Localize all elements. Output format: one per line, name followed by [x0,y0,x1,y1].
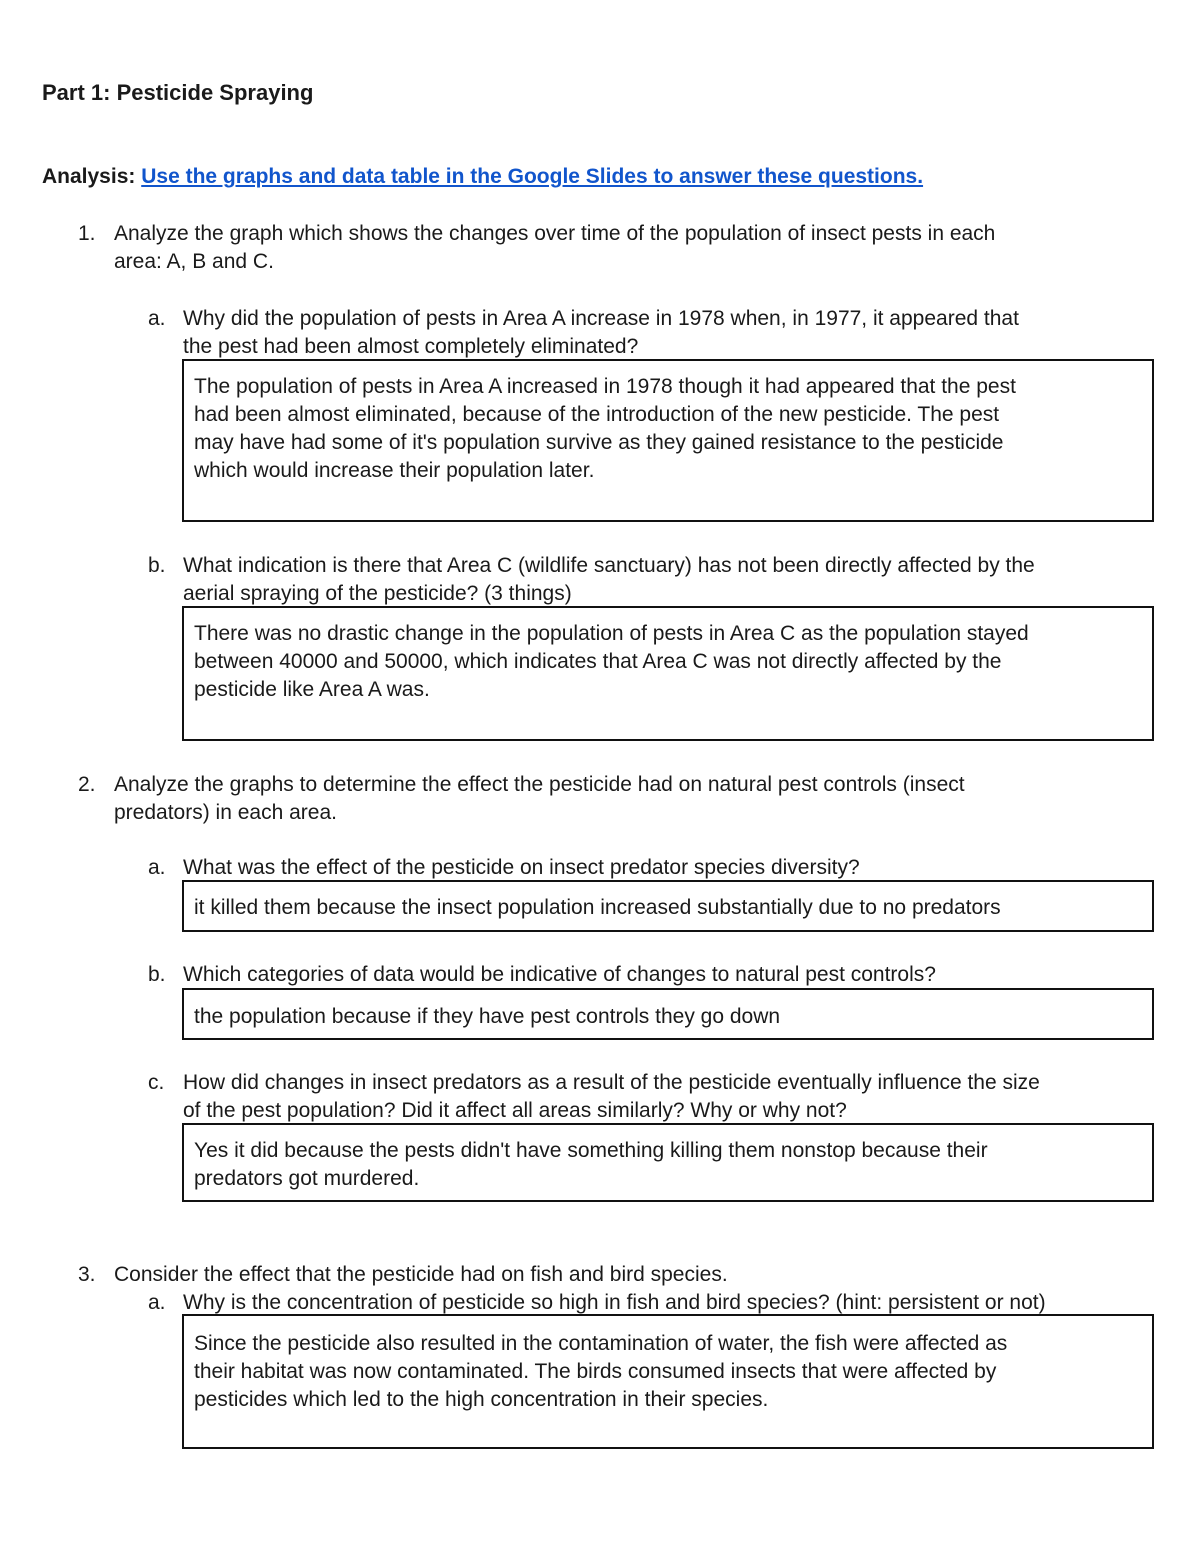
sub-question-letter: b. [148,554,166,577]
answer-line: it killed them because the insect population increased substantially due to no predators [194,896,1001,919]
answer-box-3a[interactable] [182,1314,1154,1449]
answer-box-2c[interactable] [182,1123,1154,1202]
answer-box-1a[interactable] [182,359,1154,522]
question-1 [78,220,1178,280]
sub-question-letter: a. [148,307,166,330]
answer-line: There was no drastic change in the population of pests in Area C as the population stayed [194,622,1029,645]
page-title: Part 1: Pesticide Spraying [42,80,314,105]
question-number: 1. [78,222,96,245]
sub-question-letter: a. [148,856,166,879]
question-text-line: Analyze the graph which shows the changes over time of the population of insect pests in each [114,222,996,245]
sub-question-text-line: What indication is there that Area C (wildlife sanctuary) has not been directly affected by the [183,554,1035,577]
answer-line: between 40000 and 50000, which indicates that Area C was not directly affected by the [194,650,1002,673]
answer-line: may have had some of it's population survive as they gained resistance to the pesticide [194,431,1004,454]
sub-question-text-line: Why did the population of pests in Area A increase in 1978 when, in 1977, it appeared that [183,307,1019,330]
answer-line: had been almost eliminated, because of the introduction of the new pesticide. The pest [194,403,1000,426]
question-2 [78,771,1178,831]
sub-question-letter: c. [148,1071,165,1094]
analysis-instruction [42,165,923,189]
answer-line: pesticide like Area A was. [194,678,430,701]
sub-question-text-line: of the pest population? Did it affect all areas similarly? Why or why not? [183,1099,847,1122]
sub-question-text-line: How did changes in insect predators as a result of the pesticide eventually influence the size [183,1071,1040,1094]
sub-question-text-line: Which categories of data would be indicative of changes to natural pest controls? [183,963,936,986]
sub-question-text-line: Why is the concentration of pesticide so high in fish and bird species? (hint: persistent or not) [183,1291,1046,1314]
answer-line: pesticides which led to the high concentration in their species. [194,1388,769,1411]
answer-line: predators got murdered. [194,1167,420,1190]
question-text-line: predators) in each area. [114,801,337,824]
question-3 [78,1261,1178,1291]
question-text-line: area: A, B and C. [114,250,274,273]
answer-line: Yes it did because the pests didn't have something killing them nonstop because their [194,1139,988,1162]
sub-question-text-line: What was the effect of the pesticide on insect predator species diversity? [183,856,860,879]
answer-line: The population of pests in Area A increased in 1978 though it had appeared that the pest [194,375,1016,398]
sub-question-letter: b. [148,963,166,986]
google-slides-link[interactable]: Use the graphs and data table in the Google Slides to answer these questions. [141,165,924,188]
answer-line: which would increase their population later. [194,459,595,482]
question-number: 2. [78,773,96,796]
question-text-line: Analyze the graphs to determine the effect the pesticide had on natural pest controls (insect [114,773,965,796]
answer-line: Since the pesticide also resulted in the contamination of water, the fish were affected as [194,1332,1008,1355]
question-1b [148,552,1178,612]
question-number: 3. [78,1263,96,1286]
question-1a [148,305,1178,365]
answer-line: their habitat was now contaminated. The birds consumed insects that were affected by [194,1360,997,1383]
answer-box-1b[interactable] [182,606,1154,741]
question-2c [148,1069,1178,1129]
sub-question-text-line: the pest had been almost completely eliminated? [183,335,639,358]
answer-line: the population because if they have pest controls they go down [194,1005,781,1028]
answer-box-2b[interactable] [182,988,1154,1040]
sub-question-letter: a. [148,1291,166,1314]
answer-box-2a[interactable] [182,880,1154,932]
question-2b [148,961,1178,991]
analysis-label: Analysis: [42,165,136,188]
question-text-line: Consider the effect that the pesticide had on fish and bird species. [114,1263,728,1286]
sub-question-text-line: aerial spraying of the pesticide? (3 things) [183,582,572,605]
